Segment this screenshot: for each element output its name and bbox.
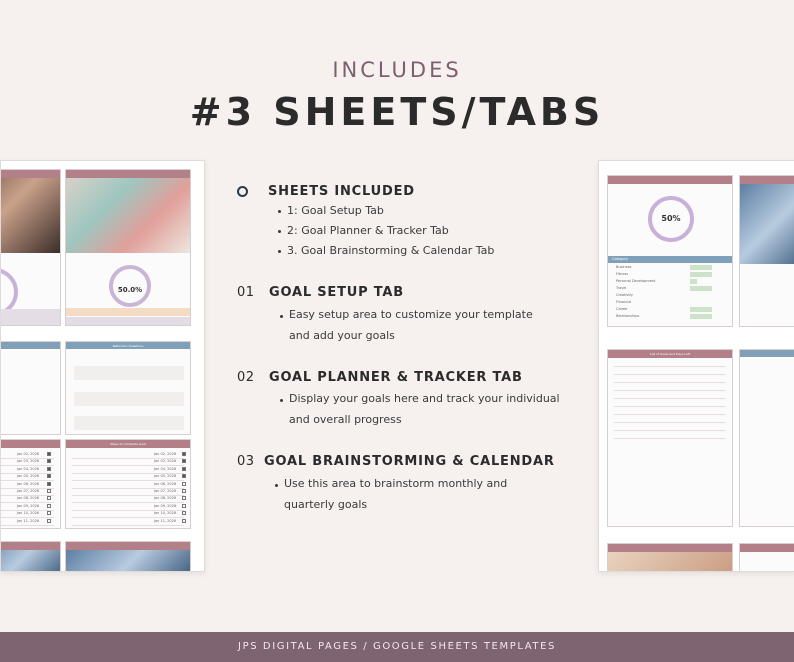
included-item-2: 2: Goal Planner & Tracker Tab [287,224,449,237]
step-deadline: Jan 06, 2026 [17,481,40,486]
bullet-dot-icon [280,315,283,318]
section-title-planner-tracker: GOAL PLANNER & TRACKER TAB [269,370,523,385]
category-row-label: Creativity [616,293,633,297]
goal-list-row [614,374,726,375]
mockup-goal-card-1 [0,169,61,326]
category-row-label: Career [616,307,628,311]
step-checkbox[interactable] [47,467,51,471]
bullet-dot-icon [278,230,281,233]
section-number-01: 01 [237,285,255,300]
section-1-line-2: and add your goals [289,329,395,342]
category-row-label: Financial [616,300,632,304]
step-checkbox[interactable] [47,496,51,500]
overall-progress-percent: 50% [661,214,681,223]
step-deadline: Jan 08, 2026 [154,496,177,501]
step-deadline: Jan 05, 2026 [154,474,177,479]
goal-list-row [614,382,726,383]
step-checkbox[interactable] [182,467,186,471]
section-title-goal-setup: GOAL SETUP TAB [269,285,404,300]
step-deadline: Jan 07, 2026 [17,489,40,493]
sheets-included-title: SHEETS INCLUDED [268,184,415,199]
step-deadline: Jan 04, 2026 [17,466,40,471]
step-deadline: Jan 10, 2026 [17,511,40,516]
step-checkbox[interactable] [182,504,186,508]
goal-list-row [614,366,726,367]
reflection-panel-1 [0,341,61,435]
category-progress-bar [690,265,712,270]
step-deadline: Jan 06, 2026 [154,481,177,486]
category-progress-bar [690,314,712,319]
steps-panel-2 [65,439,191,529]
goal-list-title: List of Goals and Days Left [649,352,691,356]
section-3-line-2: quarterly goals [284,498,368,511]
goal-list-row [614,430,726,431]
section-1-line-1: Easy setup area to customize your template [289,308,533,321]
category-row-label: Business [616,265,632,269]
section-2-line-1: Display your goals here and track your individual [289,392,560,405]
section-number-03: 03 [237,454,255,469]
step-checkbox[interactable] [47,519,51,523]
bullet-dot-icon [278,210,281,213]
step-checkbox[interactable] [47,452,51,456]
goal-list-row [614,414,726,415]
footer-banner: JPS DIGITAL PAGES / GOOGLE SHEETS TEMPLATES [0,632,794,662]
category-row-label: Fitness [616,272,629,276]
goal-list-row [614,398,726,399]
step-deadline: Jan 02, 2026 [154,452,177,456]
category-header: Category [612,257,628,261]
step-checkbox[interactable] [182,489,186,493]
overall-progress-panel [607,175,733,327]
category-progress-bar [690,307,712,312]
fitness-photo [0,178,60,253]
category-progress-bar [690,286,712,291]
included-item-3: 3. Goal Brainstorming & Calendar Tab [287,244,495,257]
step-checkbox[interactable] [47,459,51,463]
step-checkbox[interactable] [182,482,186,486]
step-checkbox[interactable] [47,474,51,478]
step-deadline: Jan 07, 2026 [154,489,177,493]
step-checkbox[interactable] [47,511,51,515]
steps-panel-1 [0,439,61,529]
step-deadline: Jan 11, 2026 [154,518,177,523]
bullet-dot-icon [280,399,283,402]
step-deadline: Jan 03, 2026 [17,459,40,464]
step-deadline: Jan 05, 2026 [17,474,40,479]
category-progress-bar [690,272,712,277]
right-sheet-mockup [598,160,794,572]
mockup-bottom-card-1 [0,541,61,572]
goal-list-row [614,390,726,391]
step-checkbox[interactable] [182,511,186,515]
step-checkbox[interactable] [47,504,51,508]
goal-list-row [614,422,726,423]
category-row-label: Relationships [616,314,640,318]
step-deadline: Jan 03, 2026 [154,459,177,464]
section-number-02: 02 [237,370,255,385]
left-sheet-mockup [0,160,205,572]
step-checkbox[interactable] [182,474,186,478]
mockup-bottom-card-2 [65,541,191,572]
step-checkbox[interactable] [47,482,51,486]
bottom-goal-card [607,543,733,572]
step-checkbox[interactable] [182,452,186,456]
reflection-panel-2 [65,341,191,435]
category-row-label: Travel [616,286,627,290]
section-3-line-1: Use this area to brainstorm monthly and [284,477,508,490]
section-title-brainstorm-calendar: GOAL BRAINSTORMING & CALENDAR [264,454,555,469]
knitting-photo [66,178,190,253]
radio-circle-icon [237,186,248,197]
step-checkbox[interactable] [182,459,186,463]
step-deadline: Jan 09, 2026 [17,503,40,508]
step-deadline: Jan 11, 2026 [17,518,40,523]
step-deadline: Jan 02, 2026 [17,452,40,456]
includes-heading: INCLUDES [332,58,462,82]
step-checkbox[interactable] [182,519,186,523]
category-row-label: Personal Development [616,279,656,283]
section-2-line-2: and overall progress [289,413,402,426]
mockup-goal-card-2 [65,169,191,326]
step-deadline: Jan 04, 2026 [154,466,177,471]
bullet-dot-icon [278,250,281,253]
reflection-title: Reflection Questions [112,344,144,348]
bullet-dot-icon [275,484,278,487]
step-checkbox[interactable] [182,496,186,500]
step-deadline: Jan 08, 2026 [17,496,40,501]
step-checkbox[interactable] [47,489,51,493]
steps-title: Steps to Complete Goal [110,442,146,446]
side-goal-card [739,175,794,327]
progress-percent: 50.0% [117,286,143,294]
included-item-1: 1: Goal Setup Tab [287,204,384,217]
step-deadline: Jan 09, 2026 [154,503,177,508]
step-deadline: Jan 10, 2026 [154,511,177,516]
goal-list-row [614,438,726,439]
bottom-side-card [739,543,794,572]
goal-list-row [614,406,726,407]
goal-list-panel [607,349,733,527]
sheets-tabs-heading: #3 SHEETS/TABS [189,90,605,134]
side-reflection-card [739,349,794,527]
category-progress-bar [690,279,697,284]
